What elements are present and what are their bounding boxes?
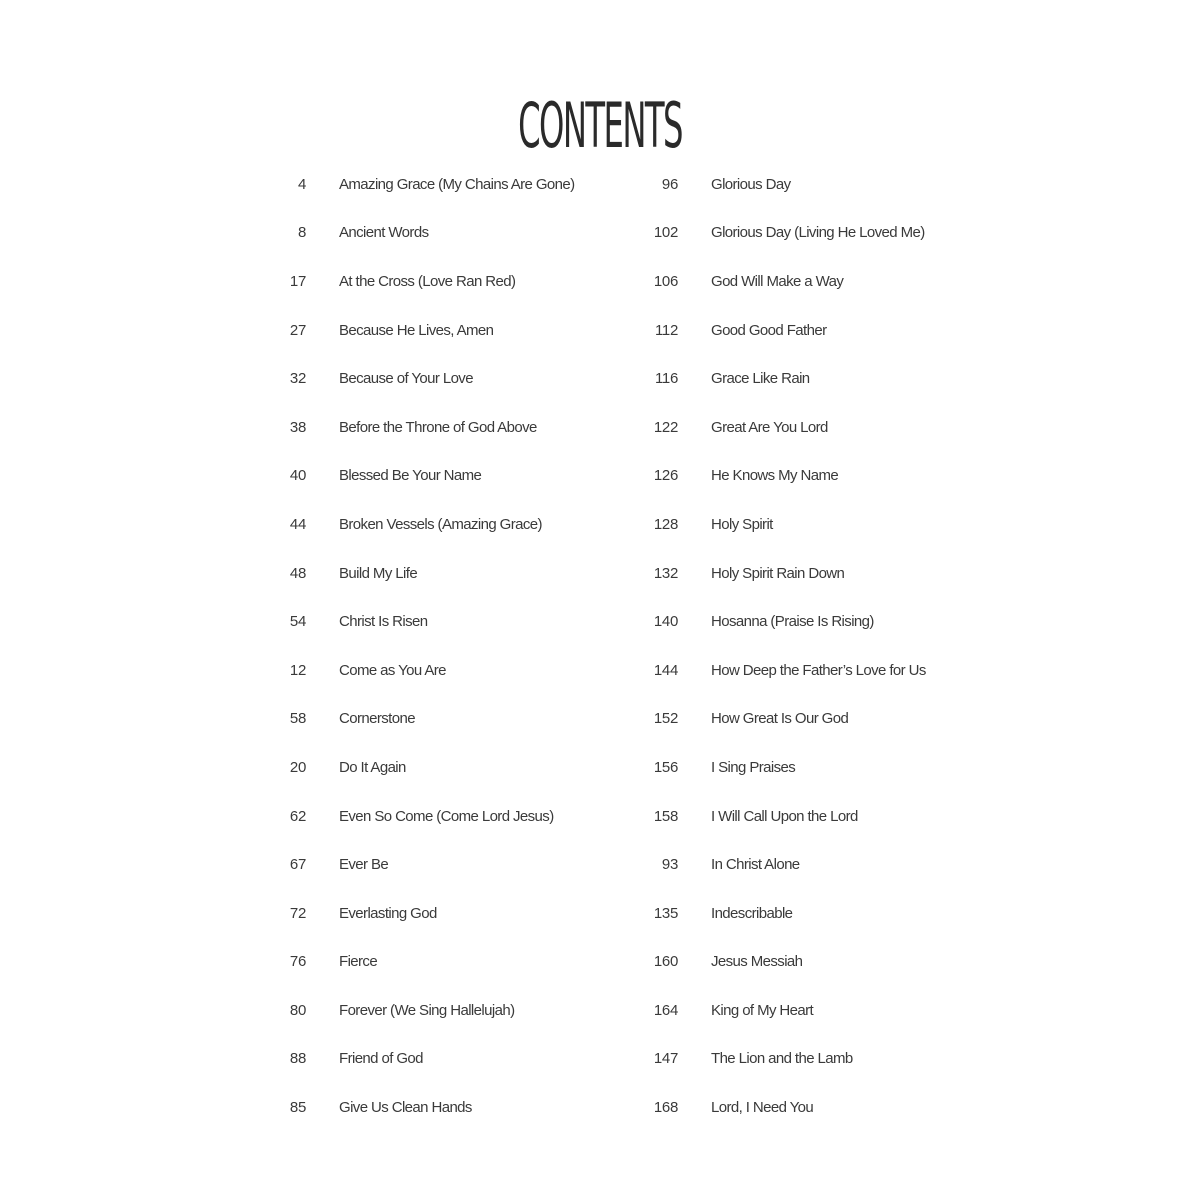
contents-column-right: [632, 160, 1032, 1132]
toc-entry: [632, 1083, 1032, 1132]
song-title: Forever (We Sing Hallelujah): [339, 1001, 515, 1019]
toc-entry: [260, 840, 660, 889]
toc-entry: [632, 306, 1032, 355]
page-number: 40: [289, 467, 306, 485]
toc-entry: [632, 646, 1032, 695]
page-number: 147: [653, 1050, 678, 1068]
toc-entry: [260, 160, 660, 209]
toc-entry: [260, 889, 660, 938]
song-title: Before the Throne of God Above: [339, 418, 537, 436]
song-title: Holy Spirit: [711, 515, 773, 533]
toc-entry: [260, 646, 660, 695]
song-title: How Great Is Our God: [711, 710, 849, 728]
toc-entry: [632, 792, 1032, 841]
page-number: 27: [289, 321, 306, 339]
song-title: Do It Again: [339, 758, 406, 776]
page-number: 144: [653, 661, 678, 679]
song-title: Cornerstone: [339, 710, 415, 728]
toc-entry: [260, 500, 660, 549]
toc-entry: [260, 452, 660, 501]
toc-entry: [260, 549, 660, 598]
toc-entry: [632, 549, 1032, 598]
toc-entry: [260, 306, 660, 355]
song-title: How Deep the Father’s Love for Us: [711, 661, 926, 679]
song-title: Everlasting God: [339, 904, 437, 922]
page-number: 67: [289, 856, 306, 874]
toc-entry: [632, 500, 1032, 549]
song-title: Because of Your Love: [339, 370, 473, 388]
page-number: 58: [289, 710, 306, 728]
toc-entry: [632, 257, 1032, 306]
page-number: 88: [289, 1050, 306, 1068]
page-number: 160: [653, 953, 678, 971]
page-number: 48: [289, 564, 306, 582]
toc-entry: [260, 792, 660, 841]
song-title: Glorious Day: [711, 175, 791, 193]
song-title: I Will Call Upon the Lord: [711, 807, 858, 825]
song-title: Come as You Are: [339, 661, 446, 679]
page-number: 12: [289, 661, 306, 679]
page-number: 93: [661, 856, 678, 874]
toc-entry: [260, 938, 660, 987]
page-number: 20: [289, 758, 306, 776]
page-number: 140: [653, 613, 678, 631]
page-number: 76: [289, 953, 306, 971]
song-title: Because He Lives, Amen: [339, 321, 494, 339]
toc-entry: [632, 1035, 1032, 1084]
page-title: CONTENTS: [518, 88, 682, 162]
toc-entry: [632, 597, 1032, 646]
toc-entry: [632, 452, 1032, 501]
page-number: 8: [297, 224, 306, 242]
song-title: Glorious Day (Living He Loved Me): [711, 224, 925, 242]
song-title: Grace Like Rain: [711, 370, 810, 388]
toc-entry: [632, 743, 1032, 792]
song-title: Holy Spirit Rain Down: [711, 564, 845, 582]
song-title: Christ Is Risen: [339, 613, 428, 631]
page-number: 4: [297, 175, 306, 193]
song-title: Good Good Father: [711, 321, 827, 339]
page-number: 80: [289, 1001, 306, 1019]
contents-column-left: [260, 160, 660, 1132]
page-number: 72: [289, 904, 306, 922]
toc-entry: [632, 840, 1032, 889]
toc-entry: [260, 354, 660, 403]
song-title: Amazing Grace (My Chains Are Gone): [339, 175, 575, 193]
page-number: 156: [653, 758, 678, 776]
song-title: Friend of God: [339, 1050, 423, 1068]
toc-entry: [632, 403, 1032, 452]
page-number: 152: [653, 710, 678, 728]
toc-entry: [260, 1083, 660, 1132]
song-title: Great Are You Lord: [711, 418, 828, 436]
song-title: He Knows My Name: [711, 467, 839, 485]
toc-entry: [260, 695, 660, 744]
toc-entry: [260, 743, 660, 792]
page-number: 128: [653, 515, 678, 533]
page-number: 135: [653, 904, 678, 922]
page-number: 168: [653, 1099, 678, 1117]
song-title: In Christ Alone: [711, 856, 800, 874]
page-number: 62: [289, 807, 306, 825]
page-number: 126: [653, 467, 678, 485]
song-title: Broken Vessels (Amazing Grace): [339, 515, 542, 533]
page-number: 132: [653, 564, 678, 582]
page-number: 164: [653, 1001, 678, 1019]
toc-entry: [632, 889, 1032, 938]
page-number: 44: [289, 515, 306, 533]
song-title: The Lion and the Lamb: [711, 1050, 853, 1068]
toc-entry: [260, 257, 660, 306]
page-number: 96: [661, 175, 678, 193]
toc-entry: [260, 403, 660, 452]
page-number: 102: [653, 224, 678, 242]
page-number: 38: [289, 418, 306, 436]
song-title: Even So Come (Come Lord Jesus): [339, 807, 554, 825]
page-number: 158: [653, 807, 678, 825]
song-title: King of My Heart: [711, 1001, 814, 1019]
toc-entry: [632, 986, 1032, 1035]
toc-entry: [632, 209, 1032, 258]
page-number: 85: [289, 1099, 306, 1117]
toc-entry: [632, 695, 1032, 744]
song-title: Hosanna (Praise Is Rising): [711, 613, 874, 631]
toc-entry: [632, 938, 1032, 987]
song-title: I Sing Praises: [711, 758, 796, 776]
page-number: 112: [654, 321, 678, 339]
song-title: Lord, I Need You: [711, 1099, 814, 1117]
toc-entry: [260, 597, 660, 646]
toc-entry: [632, 160, 1032, 209]
toc-entry: [260, 209, 660, 258]
song-title: Blessed Be Your Name: [339, 467, 482, 485]
song-title: Give Us Clean Hands: [339, 1099, 472, 1117]
song-title: Jesus Messiah: [711, 953, 803, 971]
song-title: Ancient Words: [339, 224, 429, 242]
page-number: 32: [289, 370, 306, 388]
toc-entry: [632, 354, 1032, 403]
song-title: God Will Make a Way: [711, 272, 844, 290]
toc-entry: [260, 1035, 660, 1084]
song-title: At the Cross (Love Ran Red): [339, 272, 516, 290]
page-number: 116: [654, 370, 678, 388]
song-title: Fierce: [339, 953, 378, 971]
song-title: Ever Be: [339, 856, 389, 874]
song-title: Indescribable: [711, 904, 793, 922]
page-number: 106: [653, 272, 678, 290]
page-number: 17: [289, 272, 306, 290]
song-title: Build My Life: [339, 564, 418, 582]
page-number: 54: [289, 613, 306, 631]
toc-entry: [260, 986, 660, 1035]
page-number: 122: [653, 418, 678, 436]
